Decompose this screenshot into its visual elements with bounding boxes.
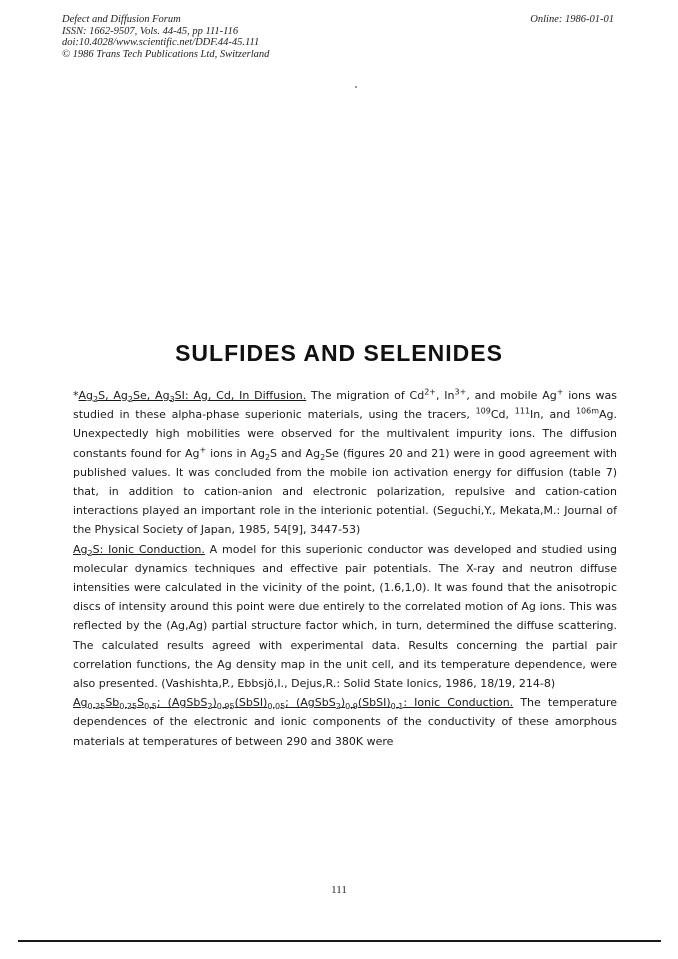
entry-heading: $Ag_{0.25}Sb_{0.25}S_{0.5}$; $(AgSbS_2)_{0.95}(SbSI)_{0.05}$; $(AgSbS_2)_{0.9}(SbSI)_{0.1}$: Ionic Conduction. xyxy=(73,696,514,712)
bottom-rule xyxy=(18,940,661,942)
entry-heading: $Ag_2S$, $Ag_2Se$, $Ag_3SI$: Ag, Cd, In Diffusion. xyxy=(78,389,307,405)
page-number: 111 xyxy=(331,884,347,896)
issn-line: ISSN: 1662-9507, Vols. 44-45, pp 111-116 xyxy=(62,25,239,37)
abstract-entry: $Ag_2S$: Ionic Conduction. A model for this superionic conductor was developed and studied using molecular dynamics techniques and effective pair potentials. The X-ray and neutron diffuse intensities were calculated in the vicinity of the point, (1.6,1,0). It was found that the anisotropic discs of intensity around this point were due entirely to the correlated motion of Ag ions. This was reflected by the (Ag,Ag) partial structure factor which, in turn, determined the diffuse scattering. The calculated results agreed with experimental data. Results concerning the partial pair correlation functions, the Ag density map in the unit cell, and its temperature dependence, were also presented. (Vashishta,P., Ebbsjö,I., Dejus,R.: Solid State Ionics, 1986, 18/19, 214-8) xyxy=(73,542,617,691)
abstract-entry: $Ag_{0.25}Sb_{0.25}S_{0.5}$; $(AgSbS_2)_{0.95}(SbSI)_{0.05}$; $(AgSbS_2)_{0.9}(SbSI)_{0.1}$: Ionic Conduction. The temperature dependences of the electronic and ionic components of the conductivity of these amorphous materials at temperatures of between 290 and 380K were xyxy=(73,696,618,748)
entry-heading: $Ag_2S$: Ionic Conduction. xyxy=(73,542,205,558)
copyright-line: © 1986 Trans Tech Publications Ltd, Switzerland xyxy=(62,48,270,60)
doi-line: doi:10.4028/www.scientific.net/DDF.44-45.111 xyxy=(62,37,260,49)
journal-header xyxy=(62,14,269,60)
journal-name: Defect and Diffusion Forum xyxy=(62,14,181,25)
page-title: SULFIDES AND SELENIDES xyxy=(175,340,503,366)
online-date: Online: 1986-01-01 xyxy=(530,14,614,25)
abstract-entry: $*Ag_2S$, $Ag_2Se$, $Ag_3SI$: Ag, Cd, In Diffusion. The migration of $Cd^{2+}$, $In^{3+}$, and mobile Ag+ ions was studied in these alpha-phase superionic materials, using the tracers, $^{109}$Cd, $^{111}$In, and $^{106m}$Ag. Unexpectedly high mobilities were observed for the multivalent impurity ions. The diffusion constants found for Ag+ ions in $Ag_2S$ and $Ag_2Se$ (figures 20 and 21) were in good agreement with published values. It was concluded from the mobile ion activation energy for diffusion (table 7) that, in addition to cation-anion and electronic polarization, repulsive and cation-cation interactions played an important role in the interionic potential. (Seguchi,Y., Mekata,M.: Journal of the Physical Society of Japan, 1985, 54[9], 3447-53) xyxy=(73,387,618,537)
scan-speck xyxy=(355,86,357,88)
abstracts-body xyxy=(73,386,617,751)
